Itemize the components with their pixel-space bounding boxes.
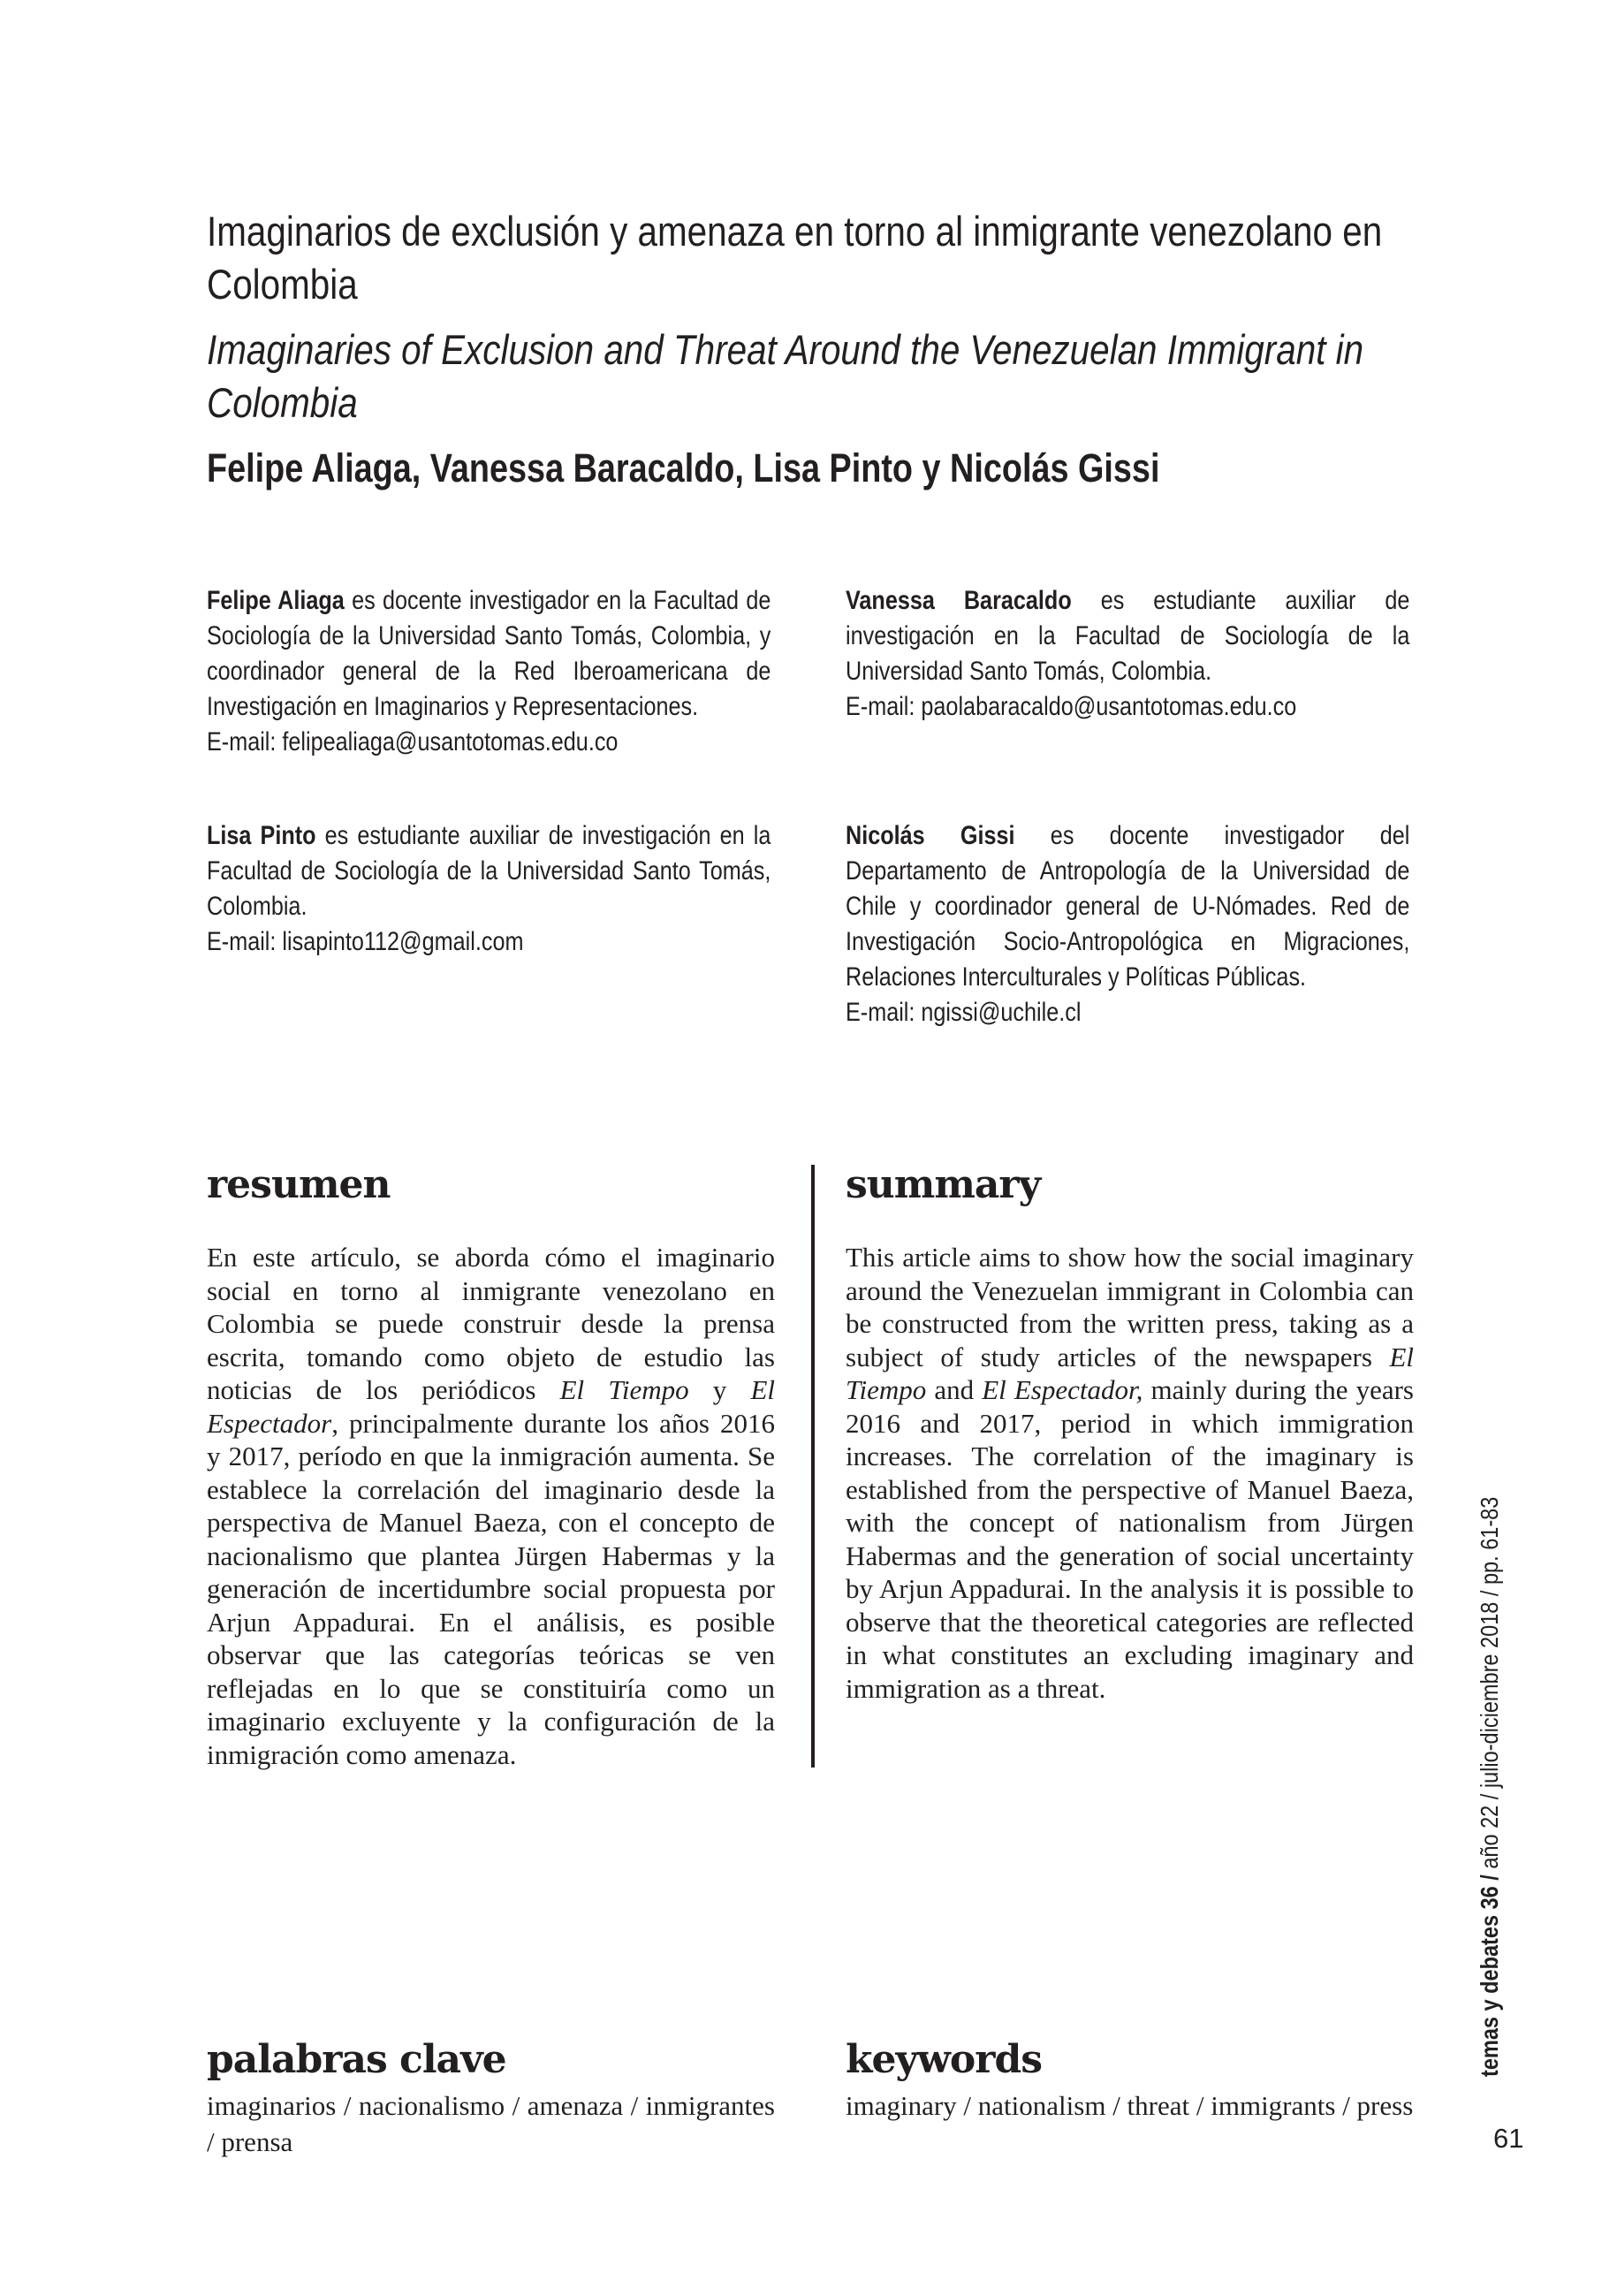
bio-text: es estudiante auxiliar de investigación en la Facultad de Sociología de la Universidad Santo Tomás, Colombia. <box>207 821 771 921</box>
bio-email: E-mail: lisapinto112@gmail.com <box>207 927 524 956</box>
bio-text: es docente investigador en la Facultad de Sociología de la Universidad Santo Tomás, Colombia, y coordinador general de la Red Iberoamericana de Investigación en Imaginarios y Representaciones. <box>207 586 771 721</box>
bio-name: Lisa Pinto <box>207 821 316 850</box>
summary-part: and <box>926 1374 983 1405</box>
bio-email: E-mail: felipealiaga@usantotomas.edu.co <box>207 727 619 756</box>
bio-text: es estudiante auxiliar de investigación en la Facultad de Sociología de la Universidad Santo Tomás, Colombia. <box>846 586 1410 686</box>
resumen-part: En este artículo, se aborda cómo el imaginario social en torno al inmigrante venezolano en Colombia se puede construir desde la prensa escrita, tomando como objeto de estudio las noticias de los periódicos <box>207 1242 775 1405</box>
page-number: 61 <box>1493 2123 1524 2154</box>
journal-name: temas y debates 36 / <box>1476 1874 1503 2077</box>
authors-line: Felipe Aliaga, Vanessa Baracaldo, Lisa Pinto y Nicolás Gissi <box>207 445 1160 490</box>
title-spanish: Imaginarios de exclusión y amenaza en torno al inmigrante venezolano en Colombia <box>207 208 1383 308</box>
bio-email: E-mail: ngissi@uchile.cl <box>846 998 1082 1027</box>
bio-name: Felipe Aliaga <box>207 586 345 615</box>
bio-felipe-aliaga <box>207 583 771 760</box>
summary-part: mainly during the years 2016 and 2017, period in which immigration increases. The correlation of the imaginary is established from the perspective of Manuel Baeza, with the concept of nationalism from Jürgen Habermas and the generation of social uncertainty by Arjun Appadurai. In the analysis it is possible to observe that the theoretical categories are reflected in what constitutes an excluding imaginary and immigration as a threat. <box>846 1374 1414 1704</box>
bio-name: Vanessa Baracaldo <box>846 586 1072 615</box>
summary-heading: summary <box>846 1162 1041 1207</box>
newspaper-title: El Tiempo <box>559 1374 689 1405</box>
resumen-text <box>207 1241 775 1771</box>
running-head <box>1472 1458 1507 2077</box>
bio-nicolas-gissi <box>846 818 1409 1030</box>
bio-lisa-pinto <box>207 818 771 960</box>
palabras-clave-heading: palabras clave <box>207 2037 506 2082</box>
newspaper-title: El Espectador, <box>982 1374 1143 1405</box>
bio-text: es docente investigador del Departamento de Antropología de la Universidad de Chile y coordinador general de U-Nómades. Red de Investigación Socio-Antropológica en Migraciones, Relaciones Interculturales y Políticas Públicas. <box>846 821 1410 992</box>
bio-vanessa-baracaldo <box>846 583 1409 725</box>
keywords-text: imaginary / nationalism / threat / immigrants / press <box>846 2090 1414 2121</box>
issue-info: año 22 / julio-diciembre 2018 / pp. 61-83 <box>1476 1496 1503 1875</box>
bio-email: E-mail: paolabaracaldo@usantotomas.edu.co <box>846 692 1297 721</box>
summary-part: This article aims to show how the social imaginary around the Venezuelan immigrant in Colombia can be constructed from the written press, taking as a subject of study articles of the newspapers <box>846 1242 1414 1372</box>
title-english: Imaginaries of Exclusion and Threat Around the Venezuelan Immigrant in Colombia <box>207 326 1364 426</box>
summary-text <box>846 1241 1414 1705</box>
palabras-clave-text: imaginarios / nacionalismo / amenaza / inmigrantes / prensa <box>207 2090 775 2157</box>
resumen-part: y <box>688 1374 751 1405</box>
bio-name: Nicolás Gissi <box>846 821 1015 850</box>
keywords-heading: keywords <box>846 2037 1042 2082</box>
resumen-heading: resumen <box>207 1162 391 1207</box>
newspaper-title: El Tiempo <box>846 1341 1414 1405</box>
newspaper-title: El Espectador <box>207 1374 775 1439</box>
column-divider <box>811 1165 815 1768</box>
resumen-part: , principalmente durante los años 2016 y 2017, período en que la inmigración aumenta. Se establece la correlación del imaginario desde la perspectiva de Manuel Baeza, con el concepto de nacionalismo que plantea Jürgen Habermas y la generación de incertidumbre social propuesta por Arjun Appadurai. En el análisis, es posible observar que las categorías teóricas se ven reflejadas en lo que se constituiría como un imaginario excluyente y la configuración de la inmigración como amenaza. <box>207 1407 775 1770</box>
